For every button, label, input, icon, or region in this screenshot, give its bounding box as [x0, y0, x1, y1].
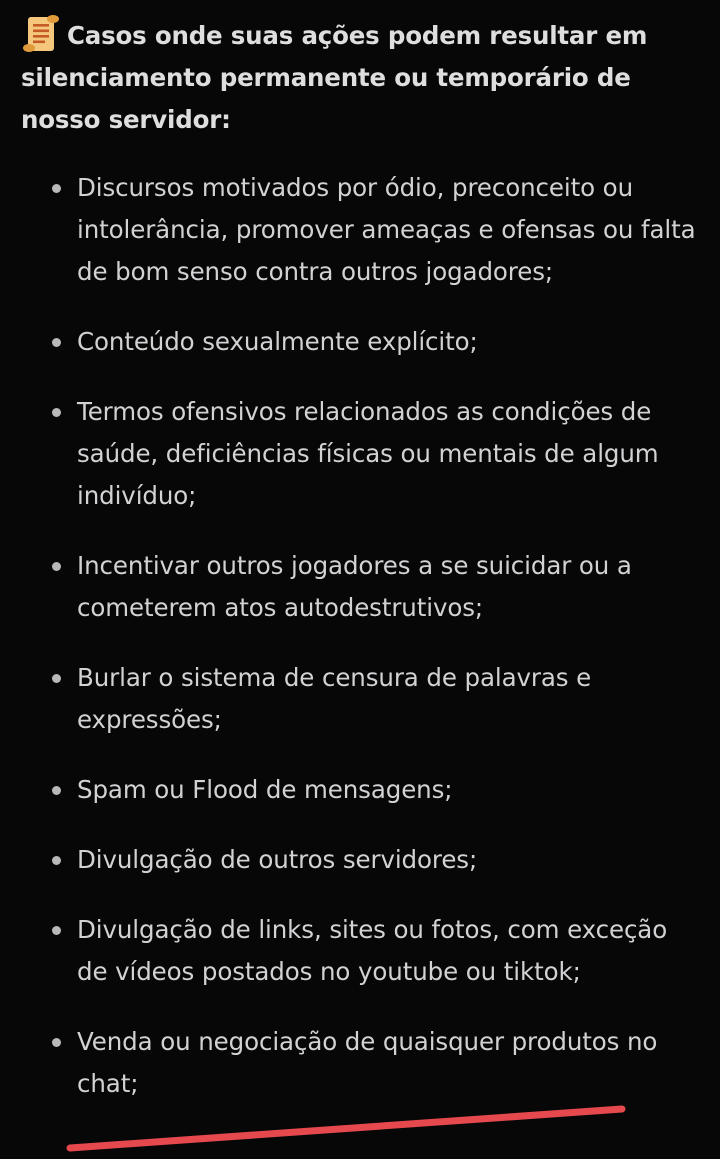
rule-text: Termos ofensivos relacionados as condições de saúde, deficiências físicas ou mentais de algum indivíduo;	[77, 397, 659, 510]
bullet-icon	[52, 1038, 61, 1047]
list-item	[21, 657, 701, 741]
rule-text: Discursos motivados por ódio, preconceito ou intolerância, promover ameaças e ofensas ou falta de bom senso contra outros jogadores;	[77, 173, 696, 286]
rule-text: Conteúdo sexualmente explícito;	[77, 327, 478, 356]
rules-list	[21, 167, 701, 1105]
list-item	[21, 391, 701, 517]
list-item	[21, 769, 701, 811]
list-item	[21, 167, 701, 293]
scroll-icon	[21, 14, 61, 54]
bullet-icon	[52, 408, 61, 417]
rule-text: Divulgação de outros servidores;	[77, 845, 478, 874]
rule-text: Incentivar outros jogadores a se suicidar ou a cometerem atos autodestrutivos;	[77, 551, 632, 622]
list-item	[21, 1021, 701, 1105]
rule-text: Burlar o sistema de censura de palavras e expressões;	[77, 663, 592, 734]
bullet-icon	[52, 338, 61, 347]
rule-text: Spam ou Flood de mensagens;	[77, 775, 453, 804]
rules-heading	[21, 14, 701, 141]
rule-text: Venda ou negociação de quaisquer produtos no chat;	[77, 1027, 658, 1098]
list-item	[21, 909, 701, 993]
bullet-icon	[52, 926, 61, 935]
list-item	[21, 321, 701, 363]
rules-heading-text: Casos onde suas ações podem resultar em silenciamento permanente ou temporário de nosso servidor:	[21, 21, 648, 134]
message-content	[21, 14, 701, 1133]
bullet-icon	[52, 856, 61, 865]
bullet-icon	[52, 562, 61, 571]
list-item	[21, 839, 701, 881]
bullet-icon	[52, 184, 61, 193]
bullet-icon	[52, 674, 61, 683]
bullet-icon	[52, 786, 61, 795]
list-item	[21, 545, 701, 629]
rule-text: Divulgação de links, sites ou fotos, com exceção de vídeos postados no youtube ou tiktok;	[77, 915, 668, 986]
